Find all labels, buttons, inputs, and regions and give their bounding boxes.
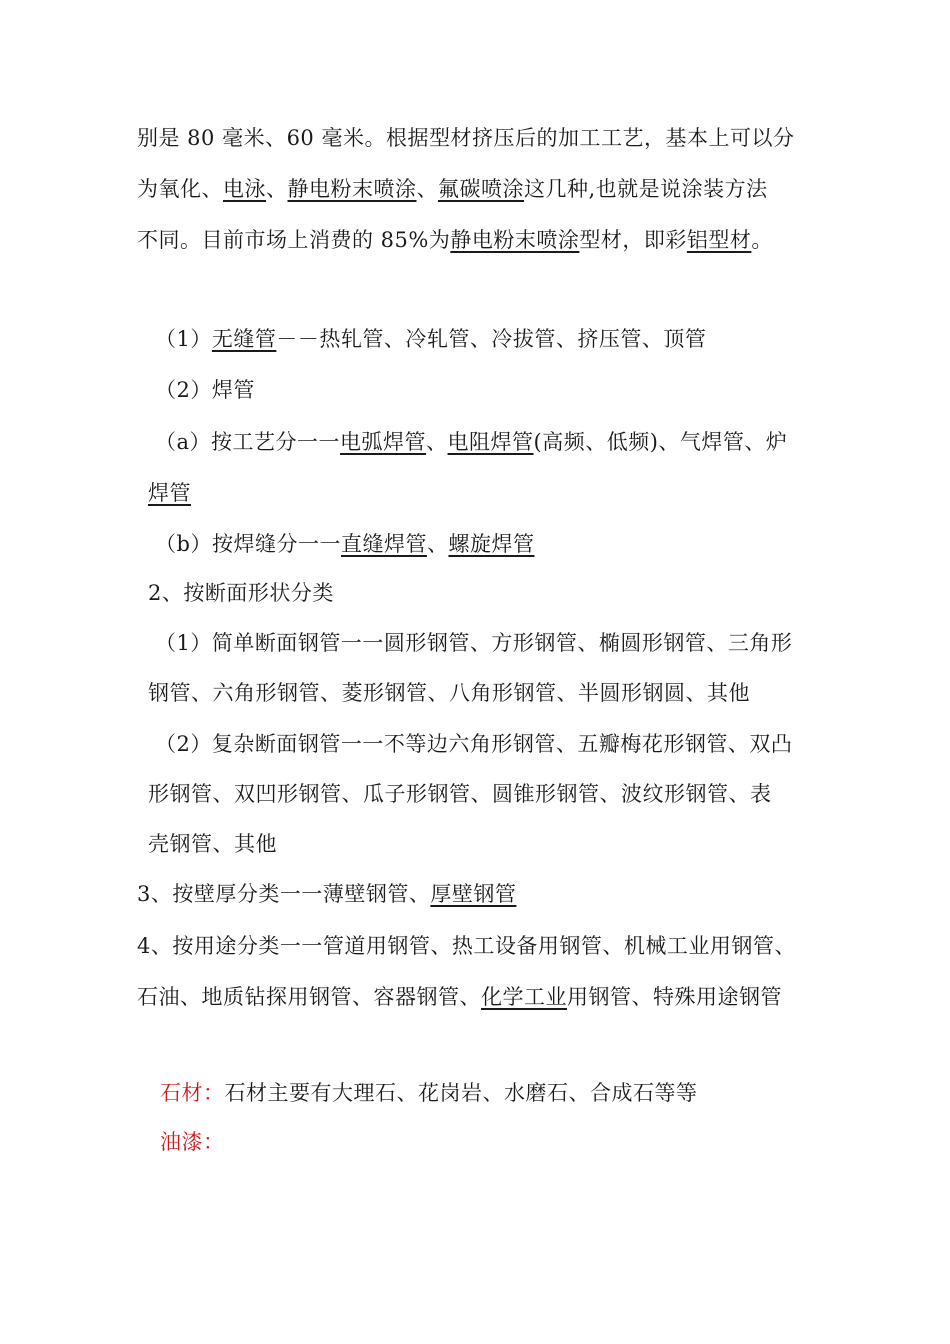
paragraph-text: 。 <box>751 228 773 252</box>
complex-section-line-2 <box>148 779 772 809</box>
link-electrophoresis[interactable]: 电泳 <box>223 177 266 201</box>
list-text: （b）按焊缝分一一 <box>155 532 341 556</box>
list-text: －－热轧管、冷轧管、冷拔管、挤压管、顶管 <box>276 327 707 351</box>
link-arc-welded-pipe[interactable]: 电弧焊管 <box>340 430 427 454</box>
list-text: 钢管、六角形钢管、菱形钢管、八角形钢管、半圆形钢圆、其他 <box>148 681 750 705</box>
complex-section-line-1 <box>155 729 792 759</box>
paragraph-line-2 <box>137 174 768 204</box>
paragraph-line-3 <box>137 225 773 255</box>
paragraph-text: 不同。目前市场上消费的 85%为 <box>137 228 451 252</box>
paragraph-text: 别是 80 毫米、60 毫米。根据型材挤压后的加工工艺，基本上可以分 <box>137 126 795 150</box>
list-text: 、 <box>426 430 448 454</box>
paint-line <box>160 1127 225 1157</box>
list-text: 石油、地质钻探用钢管、容器钢管、 <box>137 985 481 1009</box>
list-marker: （1） <box>155 327 212 351</box>
simple-section-line-2 <box>148 678 750 708</box>
seam-line <box>155 529 534 559</box>
paragraph-text: 、 <box>416 177 438 201</box>
list-text: 用钢管、特殊用途钢管 <box>567 985 782 1009</box>
process-line-1 <box>155 427 787 457</box>
simple-section-line-1 <box>155 628 792 658</box>
paragraph-text: 、 <box>266 177 288 201</box>
welded-pipe-line <box>155 375 255 405</box>
section-3-line <box>137 879 516 909</box>
process-line-2 <box>148 478 191 508</box>
list-text: 形钢管、双凹形钢管、瓜子形钢管、圆锥形钢管、波纹形钢管、表 <box>148 782 772 806</box>
section-2-heading <box>148 578 334 608</box>
list-text: （a）按工艺分一一 <box>155 430 341 454</box>
link-thick-wall-pipe[interactable]: 厚壁钢管 <box>430 882 517 906</box>
link-fluorocarbon-spray[interactable]: 氟碳喷涂 <box>438 177 524 201</box>
section-heading: 4、按用途分类一一管道用钢管、热工设备用钢管、机械工业用钢管、 <box>137 934 796 958</box>
section-4-line-2 <box>137 982 782 1012</box>
complex-section-line-3 <box>148 829 277 859</box>
section-heading: 3、按壁厚分类一一薄壁钢管、 <box>137 882 431 906</box>
link-furnace-welded-pipe[interactable]: 焊管 <box>148 481 191 505</box>
seamless-pipe-line <box>155 324 706 354</box>
paragraph-line-1 <box>137 123 794 153</box>
section-4-line-1 <box>137 931 796 961</box>
link-powder-coating[interactable]: 静电粉末喷涂 <box>287 177 417 201</box>
list-text: 壳钢管、其他 <box>148 832 277 856</box>
stone-text: 石材主要有大理石、花岗岩、水磨石、合成石等等 <box>224 1081 698 1105</box>
paragraph-text: 这几种,也就是说涂装方法 <box>524 177 768 201</box>
list-text: (高频、低频)、气焊管、炉 <box>533 430 788 454</box>
paragraph-text: 为氧化、 <box>137 177 223 201</box>
link-aluminum-profile[interactable]: 铝型材 <box>686 228 752 252</box>
link-chemical-industry[interactable]: 化学工业 <box>481 985 567 1009</box>
list-text: 、 <box>426 532 449 556</box>
link-seamless-pipe[interactable]: 无缝管 <box>211 327 277 351</box>
link-powder-coating[interactable]: 静电粉末喷涂 <box>450 228 580 252</box>
section-heading: 2、按断面形状分类 <box>148 581 334 605</box>
stone-label: 石材： <box>160 1081 225 1105</box>
list-text: （1）简单断面钢管一一圆形钢管、方形钢管、椭圆形钢管、三角形 <box>155 631 793 655</box>
list-text: （2）复杂断面钢管一一不等边六角形钢管、五瓣梅花形钢管、双凸 <box>155 732 793 756</box>
stone-line <box>160 1078 698 1108</box>
list-text: （2）焊管 <box>155 378 255 402</box>
link-straight-seam-pipe[interactable]: 直缝焊管 <box>340 532 427 556</box>
link-spiral-welded-pipe[interactable]: 螺旋焊管 <box>448 532 535 556</box>
paint-label: 油漆： <box>160 1130 225 1154</box>
paragraph-text: 型材，即彩 <box>579 228 687 252</box>
link-resistance-welded-pipe[interactable]: 电阻焊管 <box>447 430 534 454</box>
